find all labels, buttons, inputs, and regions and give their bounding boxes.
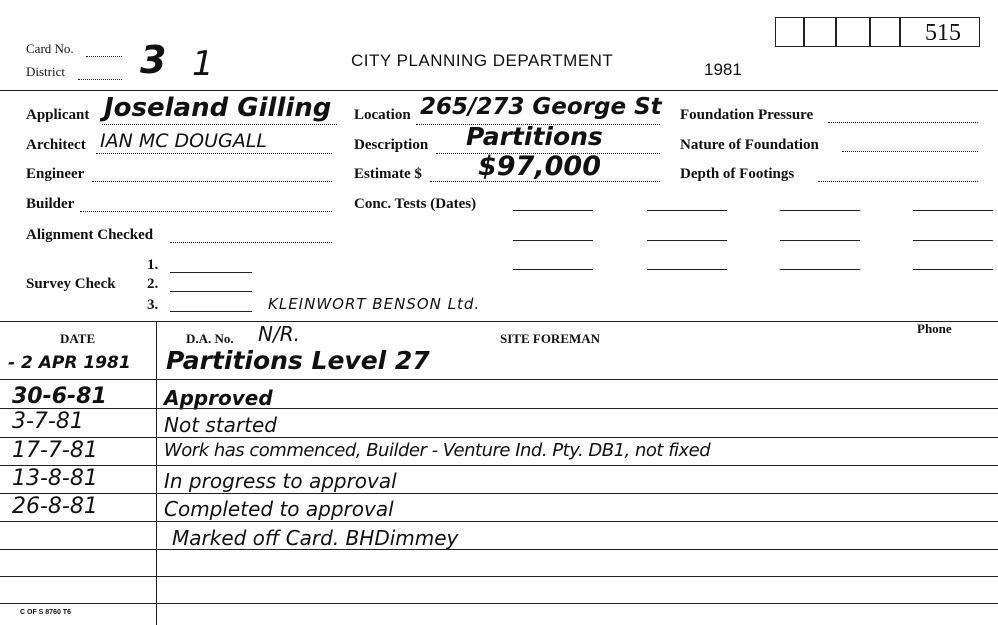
conc-line-1a	[513, 210, 593, 211]
conc-line-3b	[647, 269, 727, 270]
survey-1-label: 1.	[147, 257, 159, 273]
foundation-pressure-label: Foundation Pressure	[680, 107, 814, 123]
conc-line-2a	[513, 240, 593, 241]
engineer-line	[92, 181, 332, 182]
card-year: 1981	[704, 60, 742, 79]
footer-code: C OF S 8760 T6	[20, 609, 71, 616]
architect-label: Architect	[26, 137, 86, 153]
survey-3-value: KLEINWORT BENSON Ltd.	[268, 295, 481, 313]
row-7-entry: Marked off Card. BHDimmey	[172, 526, 459, 550]
foundation-pressure-line	[828, 122, 978, 123]
card-no-label: Card No.	[26, 41, 74, 56]
builder-line	[80, 211, 332, 212]
col-date-header: DATE	[60, 331, 96, 346]
estimate-label: Estimate $	[354, 166, 422, 182]
conc-line-2c	[780, 240, 860, 241]
row-6-date: 26-8-81	[12, 494, 98, 519]
row-5-entry: In progress to approval	[164, 469, 397, 493]
number-box-2	[803, 17, 837, 47]
row-2-line	[0, 408, 998, 409]
col-foreman-header: SITE FOREMAN	[500, 331, 601, 346]
nature-foundation-label: Nature of Foundation	[680, 137, 819, 153]
architect-line	[96, 153, 332, 154]
estimate-value: $97,000	[478, 151, 601, 182]
table-top-border	[0, 321, 998, 322]
row-9-line	[0, 603, 998, 604]
location-label: Location	[354, 107, 411, 123]
conc-line-3c	[780, 269, 860, 270]
conc-line-1b	[647, 210, 727, 211]
header-divider	[0, 90, 998, 91]
row-1-date: - 2 APR 1981	[8, 353, 131, 373]
row-4-line	[0, 465, 998, 466]
card-number: 515	[925, 20, 961, 46]
survey-2-line	[170, 291, 252, 292]
col-da-header: D.A. No.	[186, 331, 234, 346]
conc-line-3a	[513, 269, 593, 270]
applicant-line	[102, 124, 337, 125]
depth-footings-label: Depth of Footings	[680, 166, 795, 182]
alignment-label: Alignment Checked	[26, 227, 154, 243]
survey-3-line	[170, 311, 252, 312]
row-8-line	[0, 576, 998, 577]
alignment-line	[170, 242, 332, 243]
row-3-date: 3-7-81	[12, 409, 84, 434]
survey-label: Survey Check	[26, 276, 116, 292]
conc-line-2d	[913, 240, 993, 241]
depth-footings-line	[818, 181, 978, 182]
conc-tests-label: Conc. Tests (Dates)	[354, 196, 477, 212]
row-4-date: 17-7-81	[12, 438, 98, 463]
row-2-date: 30-6-81	[12, 384, 107, 409]
row-5-line	[0, 493, 998, 494]
conc-line-3d	[913, 269, 993, 270]
number-box-4	[869, 17, 901, 47]
nature-foundation-line	[842, 151, 978, 152]
conc-line-1c	[780, 210, 860, 211]
row-5-date: 13-8-81	[12, 466, 98, 491]
da-value: N/R.	[258, 322, 300, 346]
row-1-line	[0, 379, 998, 380]
builder-label: Builder	[26, 196, 75, 212]
row-6-line	[0, 521, 998, 522]
table-column-divider	[156, 321, 157, 625]
card-no-line	[86, 56, 122, 57]
card-no-value: 3	[140, 38, 167, 82]
location-value: 265/273 George St	[420, 94, 662, 120]
row-3-entry: Not started	[164, 413, 277, 437]
description-value: Partitions	[466, 122, 603, 151]
applicant-label: Applicant	[26, 107, 90, 123]
district-value: 1	[192, 44, 214, 84]
row-3-line	[0, 437, 998, 438]
number-box-3	[835, 17, 871, 47]
survey-1-line	[170, 272, 252, 273]
survey-3-label: 3.	[147, 297, 159, 313]
survey-2-label: 2.	[147, 276, 159, 292]
row-6-entry: Completed to approval	[164, 497, 394, 521]
number-box-1	[775, 17, 805, 47]
row-2-entry: Approved	[164, 386, 273, 410]
district-label: District	[26, 64, 65, 79]
conc-line-1d	[913, 210, 993, 211]
row-4-entry: Work has commenced, Builder - Venture Ind. Pty. DB1, not fixed	[164, 440, 711, 461]
col-phone-header: Phone	[917, 321, 952, 336]
description-label: Description	[354, 137, 429, 153]
conc-line-2b	[647, 240, 727, 241]
applicant-value: Joseland Gilling	[104, 93, 332, 123]
row-7-line	[0, 549, 998, 550]
district-line	[78, 79, 122, 80]
architect-value: IAN MC DOUGALL	[100, 130, 267, 152]
department-title: CITY PLANNING DEPARTMENT	[351, 51, 614, 70]
row-1-entry: Partitions Level 27	[166, 346, 430, 375]
engineer-label: Engineer	[26, 166, 85, 182]
